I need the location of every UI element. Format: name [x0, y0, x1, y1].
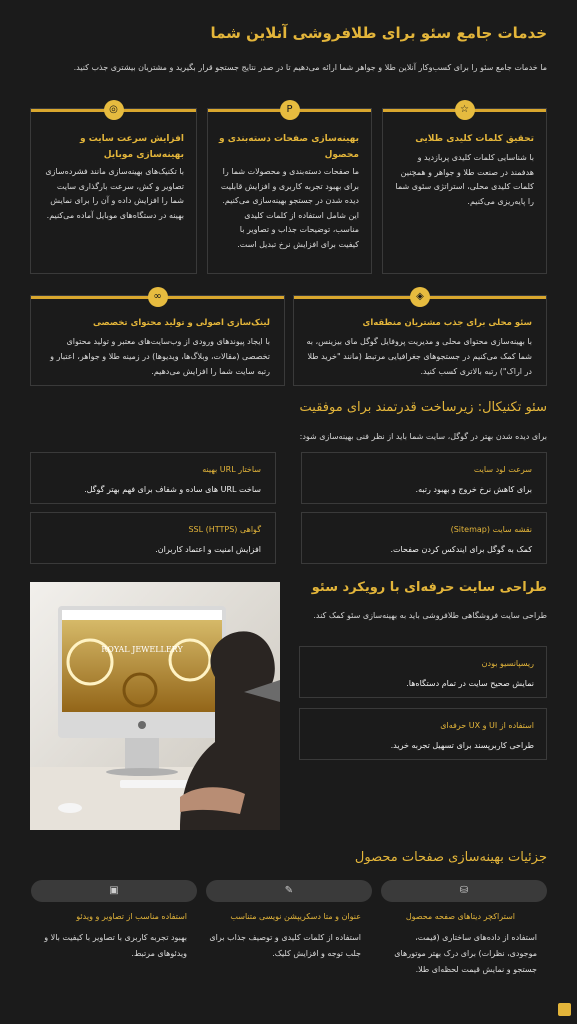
tech-title: گواهی SSL (HTTPS): [188, 525, 261, 534]
product-item-title: استراکچر دیتاهای صفحه محصول: [405, 912, 515, 921]
service-card-keywords: [382, 104, 547, 274]
service-desc: با شناسایی کلمات کلیدی پربازدید و هدفمند در صنعت طلا و جواهر و همچنین کلمات کلیدی محلی، استراتژی سئوی شما را پایه‌ریزی می‌کنیم.: [395, 153, 534, 206]
product-item-desc: استفاده از کلمات کلیدی و توصیف جذاب برای جلب توجه و افزایش کلیک.: [209, 933, 361, 958]
service-desc: با تکنیک‌های بهینه‌سازی مانند فشرده‌سازی تصاویر و کش، سرعت بارگذاری سایت شما را افزایش داده و آن را برای نمایش بهینه در دستگاه‌های موبایل آماده می‌کنیم.: [45, 167, 184, 220]
service-title: افزایش سرعت سایت و بهینه‌سازی موبایل: [79, 134, 184, 160]
design-card-responsive: [299, 646, 547, 698]
tech-desc: برای کاهش نرخ خروج و بهبود رتبه.: [415, 485, 532, 494]
screen-brand-text: ROYAL JEWELLERY: [101, 645, 183, 654]
service-card-speed: [30, 104, 197, 274]
star-icon: ☆: [455, 100, 475, 120]
technical-intro: برای دیده شدن بهتر در گوگل، سایت شما باید از نظر فنی بهینه‌سازی شود:: [299, 432, 547, 441]
service-title: تحقیق کلمات کلیدی طلایی: [415, 134, 534, 144]
parking-icon: P: [280, 100, 300, 120]
service-card-product-pages: [207, 104, 372, 274]
design-item-title: استفاده از UI و UX حرفه‌ای: [440, 721, 534, 730]
page-title: خدمات جامع سئو برای طلافروشی آنلاین شما: [210, 24, 547, 42]
service-desc: با بهینه‌سازی محتوای محلی و مدیریت پروفایل گوگل مای بیزینس، به شما کمک می‌کنیم در جستجوهای جغرافیایی مرتبط (مانند "خرید طلا در اراک") رتبه بالاتری کسب کنید.: [306, 337, 532, 376]
tech-title: ساختار URL بهینه: [202, 465, 261, 474]
target-icon: ◈: [410, 287, 430, 307]
image-icon: ▣: [31, 880, 197, 902]
service-desc: با ایجاد پیوندهای ورودی از وب‌سایت‌های معتبر و تولید محتوای تخصصی (مقالات، وبلاگ‌ها، ویدیوها) در زمینه طلا و جواهر، اعتبار و رتبه سایت شما را افزایش می‌دهیم.: [50, 337, 270, 376]
product-item-desc: استفاده از داده‌های ساختاری (قیمت، موجودی، نظرات) برای درک بهتر موتورهای جستجو و نمایش قیمت لحظه‌ای طلا.: [394, 933, 537, 974]
speed-icon: ◎: [104, 100, 124, 120]
tech-desc: کمک به گوگل برای ایندکس کردن صفحات.: [390, 545, 532, 554]
page-intro: ما خدمات جامع سئو را برای کسب‌وکار آنلاین طلا و جواهر شما ارائه می‌دهیم تا در صدر نتایج جستجو قرار بگیرید و مشتریان بیشتری جذب کنید.: [73, 63, 547, 72]
design-item-desc: نمایش صحیح سایت در تمام دستگاه‌ها.: [406, 679, 534, 688]
service-title: سئو محلی برای جذب مشتریان منطقه‌ای: [362, 318, 532, 328]
service-title: لینک‌سازی اصولی و تولید محتوای تخصصی: [92, 318, 270, 328]
product-item-desc: بهبود تجربه کاربری با تصاویر با کیفیت بالا و ویدئوهای مرتبط.: [44, 933, 187, 958]
design-card-ui-ux: [299, 708, 547, 760]
database-icon: ⛁: [381, 880, 547, 902]
design-item-title: ریسپانسیو بودن: [481, 659, 534, 668]
design-title: طراحی سایت حرفه‌ای با رویکرد سئو: [311, 580, 547, 595]
tech-card-speed: [301, 452, 547, 504]
tech-desc: ساخت URL های ساده و شفاف برای فهم بهتر گوگل.: [84, 485, 261, 494]
product-title: جزئیات بهینه‌سازی صفحات محصول: [354, 850, 547, 865]
tech-card-ssl: [30, 512, 276, 564]
technical-title: سئو تکنیکال: زیرساخت قدرتمند برای موفقیت: [299, 400, 547, 415]
service-card-local-seo: [293, 291, 547, 386]
link-icon: ∞: [148, 287, 168, 307]
tech-card-sitemap: [301, 512, 547, 564]
tech-title: سرعت لود سایت: [473, 465, 532, 474]
service-card-link-building: [30, 291, 285, 386]
corner-logo-icon[interactable]: [558, 1003, 571, 1016]
design-intro: طراحی سایت فروشگاهی طلافروشی باید به بهینه‌سازی سئو کمک کند.: [313, 611, 547, 620]
product-item-title: عنوان و متا دسکریپشن نویسی متناسب: [230, 912, 361, 921]
tech-card-url: [30, 452, 276, 504]
design-photo: [30, 582, 280, 830]
product-item-title: استفاده مناسب از تصاویر و ویدئو: [76, 912, 187, 921]
design-item-desc: طراحی کاربرپسند برای تسهیل تجربه خرید.: [390, 741, 534, 750]
pencil-icon: ✎: [206, 880, 372, 902]
service-title: بهینه‌سازی صفحات دسته‌بندی و محصول: [219, 134, 359, 160]
tech-desc: افزایش امنیت و اعتماد کاربران.: [155, 545, 261, 554]
service-desc: ما صفحات دسته‌بندی و محصولات شما را برای بهبود تجربه کاربری و افزایش قابلیت دیده شدن در جستجو بهینه‌سازی می‌کنیم. این شامل استفاده از کلمات کلیدی مناسب، توضیحات جذاب و تصاویر با کیفیت برای افزایش نرخ تبدیل است.: [220, 167, 359, 249]
tech-title: نقشه سایت (Sitemap): [450, 525, 532, 534]
